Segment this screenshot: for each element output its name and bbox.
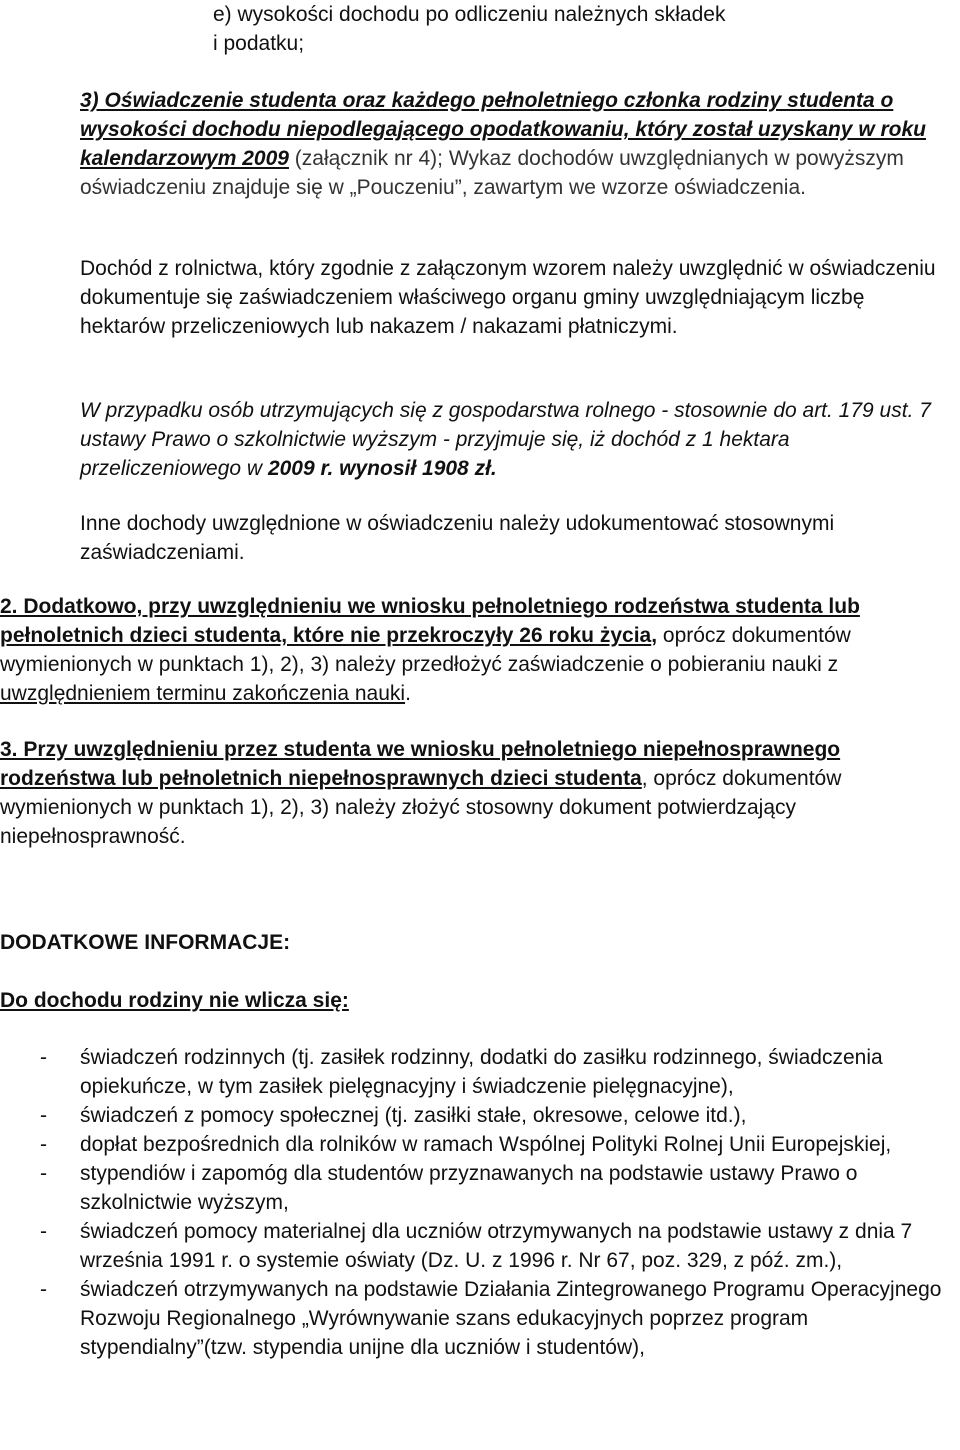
list-item-text: świadczeń otrzymywanych na podstawie Działania Zintegrowanego Programu Operacyjnego Rozwoju Regionalnego „Wyrównywanie szans edukacyjnych poprzez program stypendialny”(tzw. stypendia unijne dla uczniów i studentów), bbox=[80, 1278, 942, 1359]
item-3-attachment: (załącznik nr 4); bbox=[288, 147, 443, 170]
section-2-title: Dodatkowo, przy uwzględnieniu we wniosku pełnoletniego rodzeństwa studenta lub pełnoletnich dzieci studenta, które nie przekroczyły 26 roku życia bbox=[0, 595, 860, 647]
item-3-rest: Wykaz dochodów uwzględnianych w powyższym oświadczeniu znajduje się w „Pouczeniu”, zawartym we wzorze oświadczenia. bbox=[80, 147, 904, 199]
list-item-text: świadczeń z pomocy społecznej (tj. zasiłki stałe, okresowe, celowe itd.), bbox=[80, 1104, 747, 1127]
excluded-income-list bbox=[0, 1043, 954, 1362]
list-item bbox=[0, 1101, 954, 1130]
section-3 bbox=[0, 735, 952, 851]
section-3-text: , oprócz dokumentów wymienionych w punktach 1), 2), 3) należy złożyć stosowny dokument potwierdzający niepełnosprawność. bbox=[0, 767, 842, 848]
excluded-income-heading: Do dochodu rodziny nie wlicza się: bbox=[0, 989, 349, 1012]
list-item-text: świadczeń rodzinnych (tj. zasiłek rodzinny, dodatki do zasiłku rodzinnego, świadczenia opiekuńcze, w tym zasiłek pielęgnacyjny i świadczenie pielęgnacyjne), bbox=[80, 1046, 883, 1098]
list-item-text: stypendiów i zapomóg dla studentów przyznawanych na podstawie ustawy Prawo o szkolnictwie wyższym, bbox=[80, 1162, 858, 1214]
item-e bbox=[213, 0, 950, 58]
dash-bullet: - bbox=[40, 1133, 47, 1156]
section-3-title: 3. Przy uwzględnieniu przez studenta we wniosku pełnoletniego niepełnosprawnego rodzeństwa lub pełnoletnich niepełnosprawnych dzieci studenta bbox=[0, 738, 841, 790]
section-2 bbox=[0, 592, 954, 708]
list-item-text: dopłat bezpośrednich dla rolników w ramach Wspólnej Polityki Rolnej Unii Europejskiej, bbox=[80, 1133, 892, 1156]
list-item-text: świadczeń pomocy materialnej dla uczniów otrzymywanych na podstawie ustawy z dnia 7 września 1991 r. o systemie oświaty (Dz. U. z 1996 r. Nr 67, poz. 329, z póź. zm.), bbox=[80, 1220, 913, 1272]
dash-bullet: - bbox=[40, 1278, 47, 1301]
farm-income-text: W przypadku osób utrzymujących się z gospodarstwa rolnego - stosownie do art. 179 ust. 7 ustawy Prawo o szkolnictwie wyższym - przyjmuje się, iż dochód z 1 hektara przeliczeniowego w bbox=[80, 399, 931, 480]
list-item bbox=[0, 1130, 954, 1159]
list-item bbox=[0, 1217, 954, 1275]
item-3-title: 3) Oświadczenie studenta oraz każdego pełnoletniego członka rodziny studenta o wysokości dochodu niepodlegającego opodatkowaniu, który został uzyskany w roku kalendarzowym 2009 bbox=[80, 89, 926, 170]
item-e-line2: i podatku; bbox=[213, 32, 305, 55]
dash-bullet: - bbox=[40, 1220, 47, 1243]
farm-income-paragraph bbox=[80, 396, 950, 483]
section-2-text: oprócz dokumentów wymienionych w punktach 1), 2), 3) należy przedłożyć zaświadczenie o pobieraniu nauki z bbox=[0, 624, 851, 676]
agriculture-paragraph: Dochód z rolnictwa, który zgodnie z załączonym wzorem należy uwzględnić w oświadczeniu dokumentuje się zaświadczeniem właściwego organu gminy uwzględniającym liczbę hektarów przeliczeniowych lub nakazem / nakazami płatniczymi. bbox=[80, 257, 936, 338]
section-2-comma: , bbox=[651, 624, 658, 647]
item-3-statement bbox=[80, 86, 954, 202]
section-2-number: 2. bbox=[0, 595, 18, 618]
extra-info-heading: DODATKOWE INFORMACJE: bbox=[0, 931, 291, 954]
list-item bbox=[0, 1275, 954, 1362]
list-item bbox=[0, 1159, 954, 1217]
farm-income-value: 2009 r. wynosił 1908 zł. bbox=[267, 457, 497, 480]
dash-bullet: - bbox=[40, 1162, 47, 1185]
dash-bullet: - bbox=[40, 1046, 47, 1069]
item-e-line1: e) wysokości dochodu po odliczeniu należnych składek bbox=[213, 3, 726, 26]
list-item bbox=[0, 1043, 954, 1101]
section-2-period: . bbox=[405, 682, 411, 705]
other-income-paragraph: Inne dochody uwzględnione w oświadczeniu należy udokumentować stosownymi zaświadczeniami. bbox=[80, 512, 835, 564]
dash-bullet: - bbox=[40, 1104, 47, 1127]
section-2-underlined: uwzględnieniem terminu zakończenia nauki bbox=[0, 682, 406, 705]
